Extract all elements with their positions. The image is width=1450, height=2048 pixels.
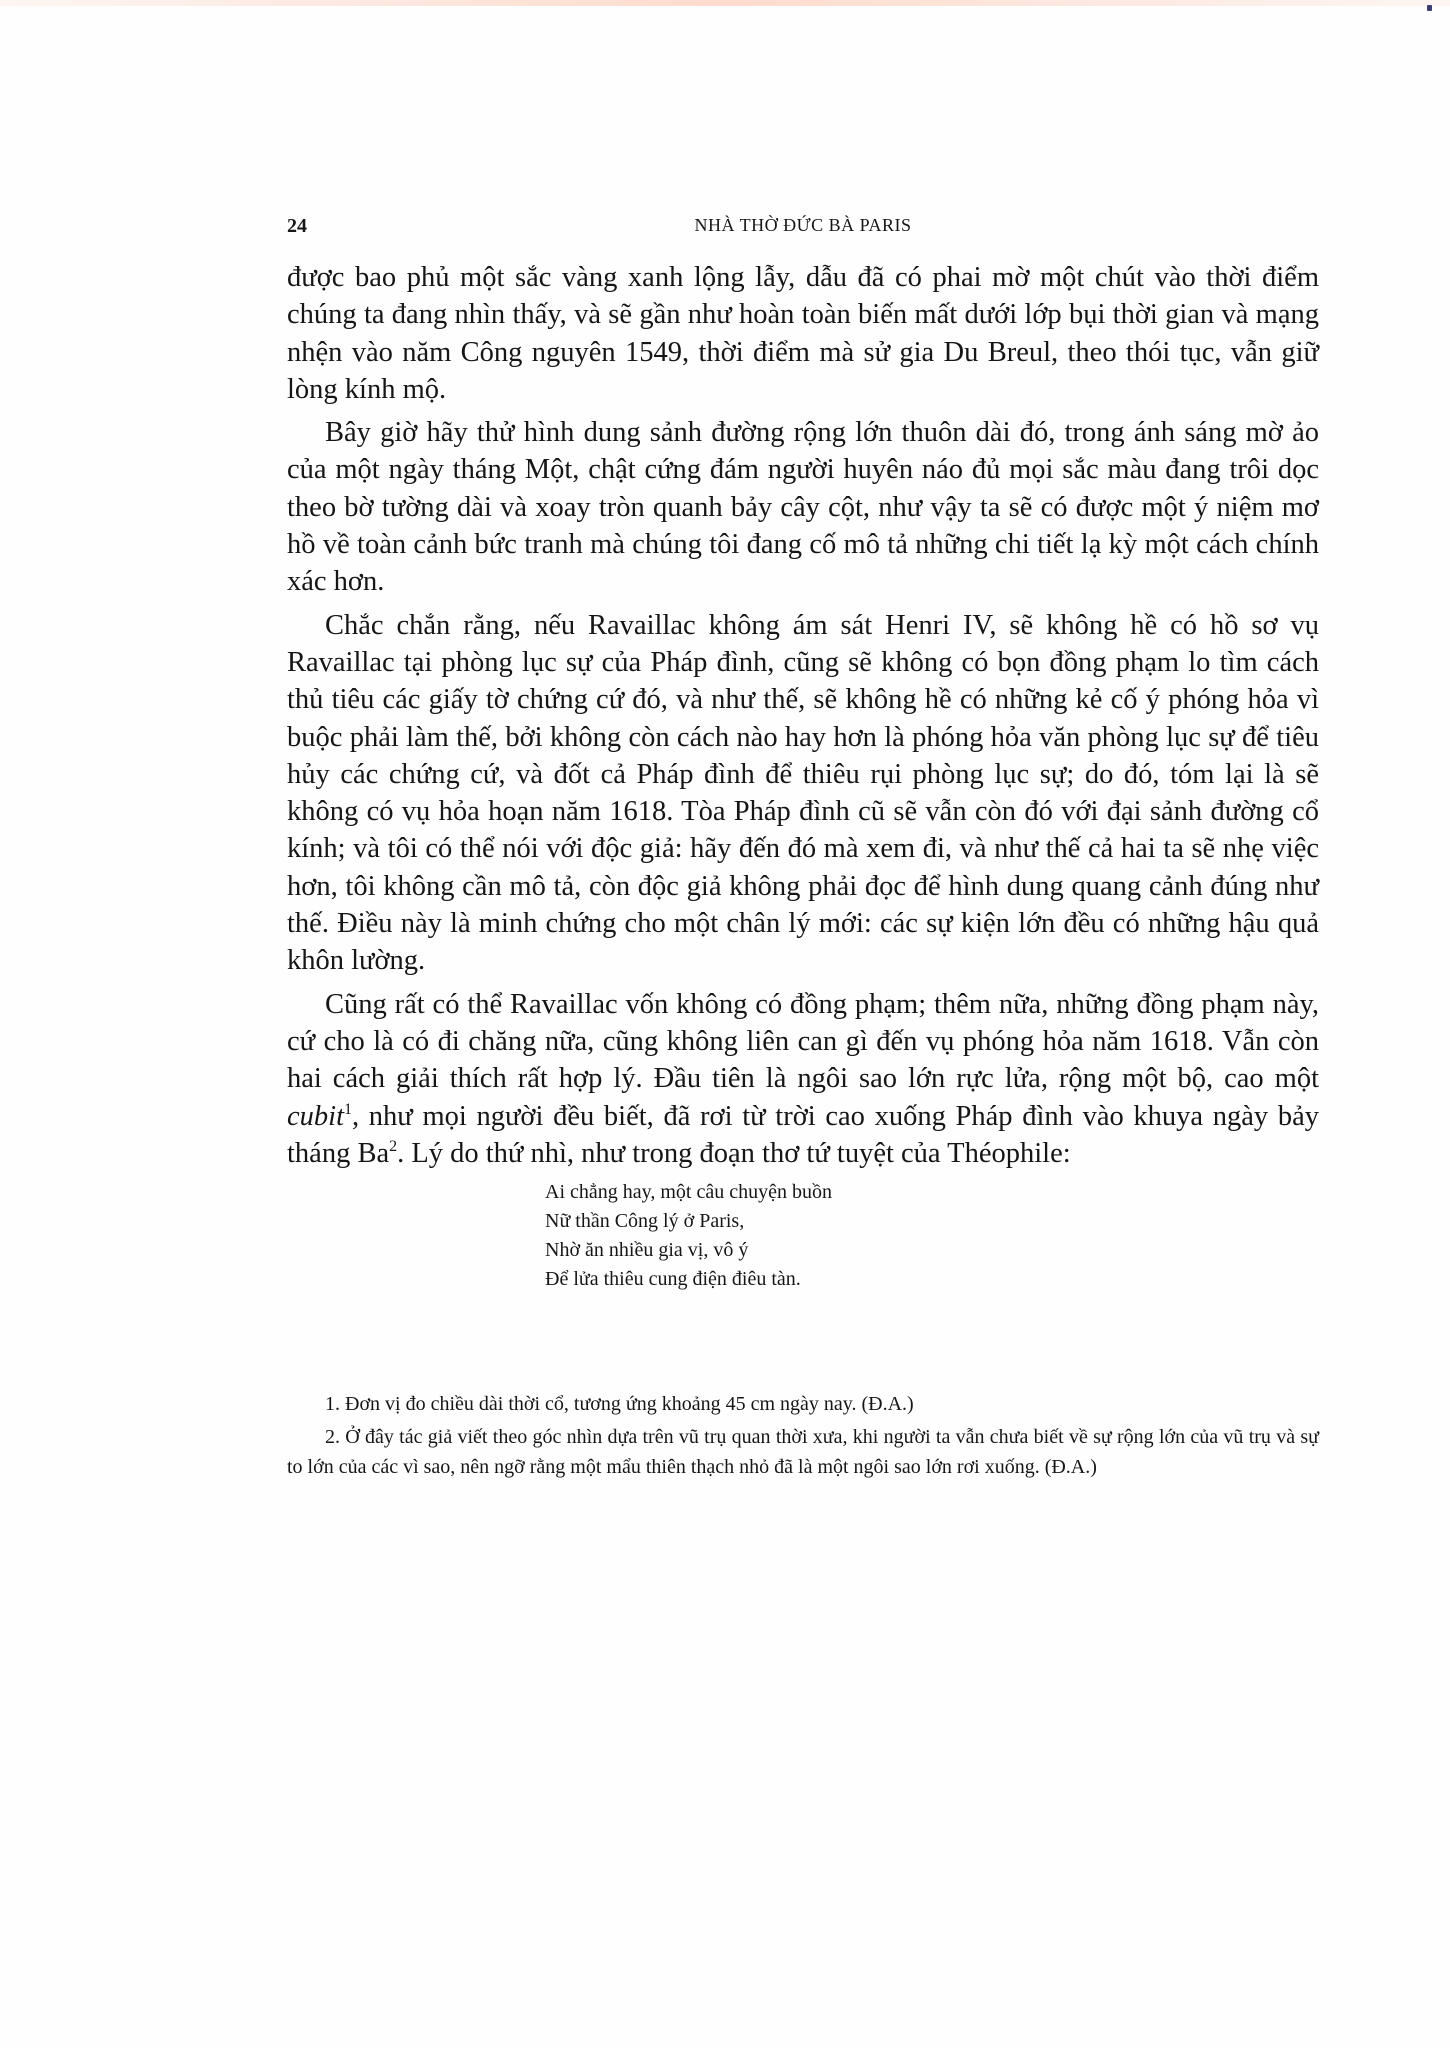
body-text <box>287 259 1319 1294</box>
paragraph-1: được bao phủ một sắc vàng xanh lộng lẫy, dẫu đã có phai mờ một chút vào thời điểm chúng ta đang nhìn thấy, và sẽ gần như hoàn toàn biến mất dưới lớp bụi thời gian và mạng nhện vào năm Công nguyên 1549, thời điểm mà sử gia Du Breul, theo thói tục, vẫn giữ lòng kính mộ. <box>287 262 1319 405</box>
paragraph-4-part-3: . Lý do thứ nhì, như trong đoạn thơ tứ tuyệt của Théophile: <box>397 1137 1071 1169</box>
footnote-ref-1[interactable]: 1 <box>344 1100 352 1118</box>
running-head <box>287 205 1319 245</box>
poem-line-3: Nhờ ăn nhiều gia vị, vô ý <box>545 1239 749 1262</box>
paragraph-2: Bây giờ hãy thử hình dung sảnh đường rộng lớn thuôn dài đó, trong ánh sáng mờ ảo của một ngày tháng Một, chật cứng đám người huyên náo đủ mọi sắc màu đang trôi dọc theo bờ tường dài và xoay tròn quanh bảy cây cột, như vậy ta sẽ có được một ý niệm mơ hồ về toàn cảnh bức tranh mà chúng tôi đang cố mô tả những chi tiết lạ kỳ một cách chính xác hơn. <box>287 417 1319 598</box>
paragraph-3: Chắc chắn rằng, nếu Ravaillac không ám sát Henri IV, sẽ không hề có hồ sơ vụ Ravaillac tại phòng lục sự của Pháp đình, cũng sẽ không có bọn đồng phạm lo tìm cách thủ tiêu các giấy tờ chứng cứ đó, và như thế, sẽ không hề có những kẻ cố ý phóng hỏa vì buộc phải làm thế, bởi không còn cách nào hay hơn là phóng hỏa văn phòng lục sự để tiêu hủy các chứng cứ, và đốt cả Pháp đình để thiêu rụi phòng lục sự; do đó, tóm lại là sẽ không có vụ hỏa hoạn năm 1618. Tòa Pháp đình cũ sẽ vẫn còn đó với đại sảnh đường cổ kính; và tôi có thể nói với độc giả: hãy đến đó mà xem đi, và như thế cả hai ta sẽ nhẹ việc hơn, tôi không cần mô tả, còn độc giả không phải đọc để hình dung quang cảnh đúng như thế. Điều này là minh chứng cho một chân lý mới: các sự kiện lớn đều có những hậu quả khôn lường. <box>287 609 1319 977</box>
running-title: NHÀ THỜ ĐỨC BÀ PARIS <box>694 215 912 235</box>
footnote-2: 2. Ở đây tác giả viết theo góc nhìn dựa trên vũ trụ quan thời xưa, khi người ta vẫn chưa biết về sự rộng lớn của vũ trụ và sự to lớn của các vì sao, nên ngỡ rằng một mẩu thiên thạch nhỏ đã là một ngôi sao lớn rơi xuống. (Đ.A.) <box>287 1426 1319 1479</box>
poem-line-4: Để lửa thiêu cung điện điêu tàn. <box>545 1268 801 1291</box>
book-page <box>287 205 1319 1485</box>
paragraph-4-part-2: , như mọi người đều biết, đã rơi từ trời cao xuống Pháp đình vào khuya ngày bảy tháng Ba <box>287 1100 1319 1169</box>
paragraph-4-part-1: Cũng rất có thể Ravaillac vốn không có đồng phạm; thêm nữa, những đồng phạm này, cứ cho là có đi chăng nữa, cũng không liên can gì đến vụ phóng hỏa năm 1618. Vẫn còn hai cách giải thích rất hợp lý. Đầu tiên là ngôi sao lớn rực lửa, rộng một bộ, cao một <box>287 988 1319 1095</box>
page-number: 24 <box>287 215 307 237</box>
scan-edge-tint <box>0 0 1450 6</box>
footnote-ref-2[interactable]: 2 <box>389 1137 398 1155</box>
footnote-1: 1. Đơn vị đo chiều dài thời cổ, tương ứng khoảng 45 cm ngày nay. (Đ.A.) <box>325 1393 914 1416</box>
footnotes <box>287 1389 1319 1482</box>
paragraph-4 <box>287 986 1319 1172</box>
scan-corner-mark <box>1427 5 1432 11</box>
poem-line-2: Nữ thần Công lý ở Paris, <box>545 1210 745 1233</box>
italic-term-cubit: cubit <box>287 1100 344 1132</box>
poem-quatrain <box>545 1178 1319 1294</box>
poem-line-1: Ai chẳng hay, một câu chuyện buồn <box>545 1181 832 1204</box>
